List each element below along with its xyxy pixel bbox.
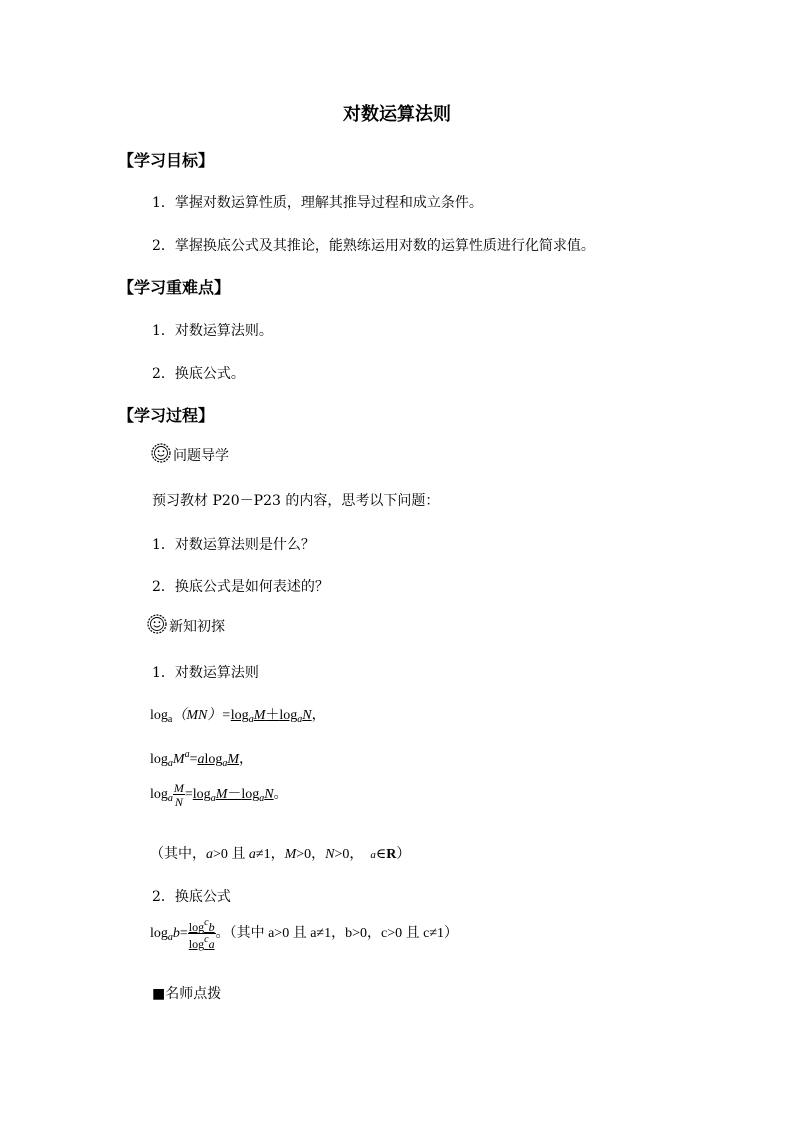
section-heading-keypoints: 【学习重难点】: [118, 278, 231, 297]
question-item-1: 1．对数运算法则是什么？: [152, 537, 315, 553]
formula-quotient-rule: $\log_a$ $\frac{M}{N}$ $=\log_aM-\log_aN$。: [150, 781, 288, 809]
fraction-change-of-base: $\frac{\log^cb}{\log^ca}$: [188, 917, 215, 951]
smiley-face-icon: [146, 613, 168, 635]
formula3-answer: $\log_aM-\log_aN$: [192, 787, 274, 805]
formula1-answer: $\log_aM+\log_aN$: [230, 708, 312, 725]
page-title: 对数运算法则: [343, 104, 451, 125]
section-heading-process: 【学习过程】: [118, 406, 215, 425]
formula-product-rule: $\log_a(MN)=\log_aM+\log_aN$，: [150, 708, 326, 725]
formula-power-rule: $\log_aM^a=alog_aM$，: [150, 749, 254, 769]
formula-conditions: （其中，a>0 且 a≠1，M>0，N>0， a∈R）: [150, 847, 411, 862]
formula-change-of-base: $\log_ab=$ $\frac{\log^cb}{\log^ca}$ 。（其中 a>0 且 a≠1，b>0，c>0 且 c≠1）: [150, 917, 459, 951]
explore-label: 新知初探: [169, 619, 225, 635]
smiley-face-icon: [150, 442, 172, 464]
section-heading-goals: 【学习目标】: [118, 151, 215, 170]
fraction-m-over-n: $\frac{M}{N}$: [173, 781, 184, 809]
guide-heading: [150, 442, 229, 465]
formula2-answer: alog$_a$M: [197, 752, 240, 769]
guide-label: 问题导学: [173, 448, 229, 464]
change-base-heading: 2．换底公式: [152, 889, 231, 905]
explore-heading: [146, 613, 225, 636]
keypoint-item-2: 2．换底公式。: [152, 366, 245, 382]
question-item-2: 2．换底公式是如何表述的？: [152, 579, 329, 595]
keypoint-item-1: 1．对数运算法则。: [152, 323, 273, 339]
goal-item-2: 2．掌握换底公式及其推论，能熟练运用对数的运算性质进行化简求值。: [152, 238, 595, 254]
teacher-tip-heading: ■名师点拨: [152, 986, 222, 1002]
rule-heading: 1．对数运算法则: [152, 665, 259, 681]
preview-text: 预习教材 P20－P23 的内容，思考以下问题：: [152, 493, 440, 509]
goal-item-1: 1．掌握对数运算性质，理解其推导过程和成立条件。: [152, 195, 483, 211]
